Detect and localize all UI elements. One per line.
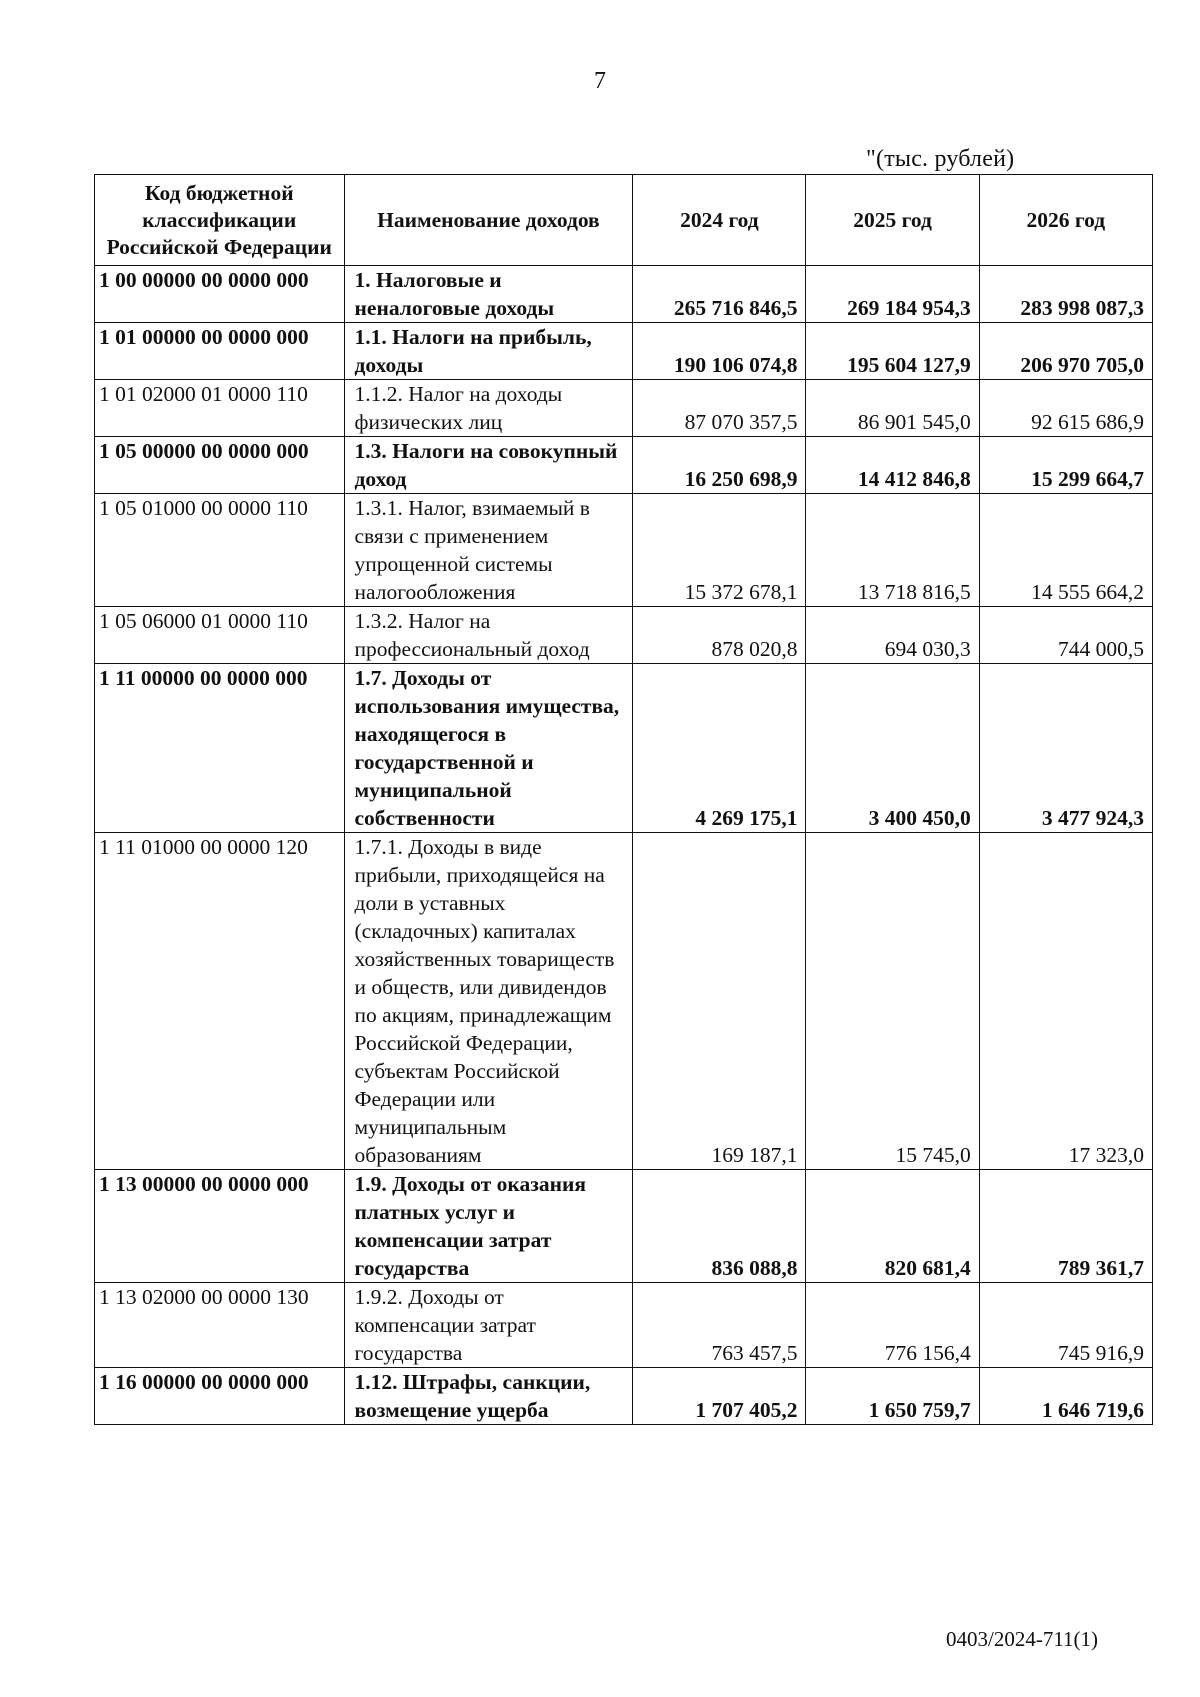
row-code: 1 13 02000 00 0000 130 <box>95 1283 345 1368</box>
header-2024: 2024 год <box>633 175 806 266</box>
row-2024: 87 070 357,5 <box>633 380 806 437</box>
row-2025: 14 412 846,8 <box>806 437 979 494</box>
row-2026: 744 000,5 <box>979 607 1152 664</box>
table-row <box>95 437 1153 494</box>
row-2026: 283 998 087,3 <box>979 266 1152 323</box>
row-2025: 3 400 450,0 <box>806 664 979 833</box>
row-code: 1 11 01000 00 0000 120 <box>95 833 345 1170</box>
header-2026: 2026 год <box>979 175 1152 266</box>
row-code: 1 00 00000 00 0000 000 <box>95 266 345 323</box>
table-row <box>95 607 1153 664</box>
row-2026: 14 555 664,2 <box>979 494 1152 607</box>
row-name: 1.9.2. Доходы от компенсации затрат государства <box>344 1283 633 1368</box>
table-row <box>95 266 1153 323</box>
header-name: Наименование доходов <box>344 175 633 266</box>
row-2025: 195 604 127,9 <box>806 323 979 380</box>
row-code: 1 05 06000 01 0000 110 <box>95 607 345 664</box>
row-2025: 694 030,3 <box>806 607 979 664</box>
row-name: 1.3.2. Налог на профессиональный доход <box>344 607 633 664</box>
table-row <box>95 664 1153 833</box>
row-code: 1 13 00000 00 0000 000 <box>95 1170 345 1283</box>
row-2026: 745 916,9 <box>979 1283 1152 1368</box>
row-code: 1 05 01000 00 0000 110 <box>95 494 345 607</box>
units-label: "(тыс. рублей) <box>866 146 1015 172</box>
row-2025: 776 156,4 <box>806 1283 979 1368</box>
row-2026: 3 477 924,3 <box>979 664 1152 833</box>
row-name: 1.3.1. Налог, взимаемый в связи с применением упрощенной системы налогообложения <box>344 494 633 607</box>
row-2025: 86 901 545,0 <box>806 380 979 437</box>
row-2024: 190 106 074,8 <box>633 323 806 380</box>
row-2024: 4 269 175,1 <box>633 664 806 833</box>
table-row <box>95 380 1153 437</box>
row-2026: 15 299 664,7 <box>979 437 1152 494</box>
row-code: 1 16 00000 00 0000 000 <box>95 1368 345 1425</box>
row-code: 1 05 00000 00 0000 000 <box>95 437 345 494</box>
row-2025: 1 650 759,7 <box>806 1368 979 1425</box>
revenue-table <box>94 174 1153 1425</box>
row-name: 1.1. Налоги на прибыль, доходы <box>344 323 633 380</box>
row-2024: 878 020,8 <box>633 607 806 664</box>
table-row <box>95 1170 1153 1283</box>
row-name: 1.7.1. Доходы в виде прибыли, приходящейся на доли в уставных (складочных) капиталах хозяйственных товариществ и обществ, или дивидендов по акциям, принадлежащим Российской Федерации, субъектам Российской Федерации или муниципальным образованиям <box>344 833 633 1170</box>
row-2024: 836 088,8 <box>633 1170 806 1283</box>
row-code: 1 01 02000 01 0000 110 <box>95 380 345 437</box>
header-2025: 2025 год <box>806 175 979 266</box>
row-2025: 13 718 816,5 <box>806 494 979 607</box>
row-2026: 17 323,0 <box>979 833 1152 1170</box>
row-name: 1.12. Штрафы, санкции, возмещение ущерба <box>344 1368 633 1425</box>
table-row <box>95 323 1153 380</box>
row-2024: 763 457,5 <box>633 1283 806 1368</box>
row-2024: 16 250 698,9 <box>633 437 806 494</box>
table-row <box>95 833 1153 1170</box>
row-name: 1.9. Доходы от оказания платных услуг и компенсации затрат государства <box>344 1170 633 1283</box>
row-code: 1 01 00000 00 0000 000 <box>95 323 345 380</box>
page-number: 7 <box>594 68 606 94</box>
row-2026: 206 970 705,0 <box>979 323 1152 380</box>
table-row <box>95 494 1153 607</box>
row-name: 1.7. Доходы от использования имущества, находящегося в государственной и муниципальной собственности <box>344 664 633 833</box>
row-2024: 1 707 405,2 <box>633 1368 806 1425</box>
row-2024: 265 716 846,5 <box>633 266 806 323</box>
row-2024: 169 187,1 <box>633 833 806 1170</box>
document-code: 0403/2024-711(1) <box>946 1627 1099 1651</box>
row-2026: 1 646 719,6 <box>979 1368 1152 1425</box>
row-2026: 789 361,7 <box>979 1170 1152 1283</box>
row-2025: 820 681,4 <box>806 1170 979 1283</box>
row-name: 1.3. Налоги на совокупный доход <box>344 437 633 494</box>
header-code: Код бюджетной классификации Российской Федерации <box>95 175 345 266</box>
row-name: 1. Налоговые и неналоговые доходы <box>344 266 633 323</box>
table-row <box>95 1283 1153 1368</box>
row-2025: 269 184 954,3 <box>806 266 979 323</box>
row-name: 1.1.2. Налог на доходы физических лиц <box>344 380 633 437</box>
row-code: 1 11 00000 00 0000 000 <box>95 664 345 833</box>
row-2026: 92 615 686,9 <box>979 380 1152 437</box>
row-2024: 15 372 678,1 <box>633 494 806 607</box>
table-row <box>95 1368 1153 1425</box>
table-header-row <box>95 175 1153 266</box>
row-2025: 15 745,0 <box>806 833 979 1170</box>
